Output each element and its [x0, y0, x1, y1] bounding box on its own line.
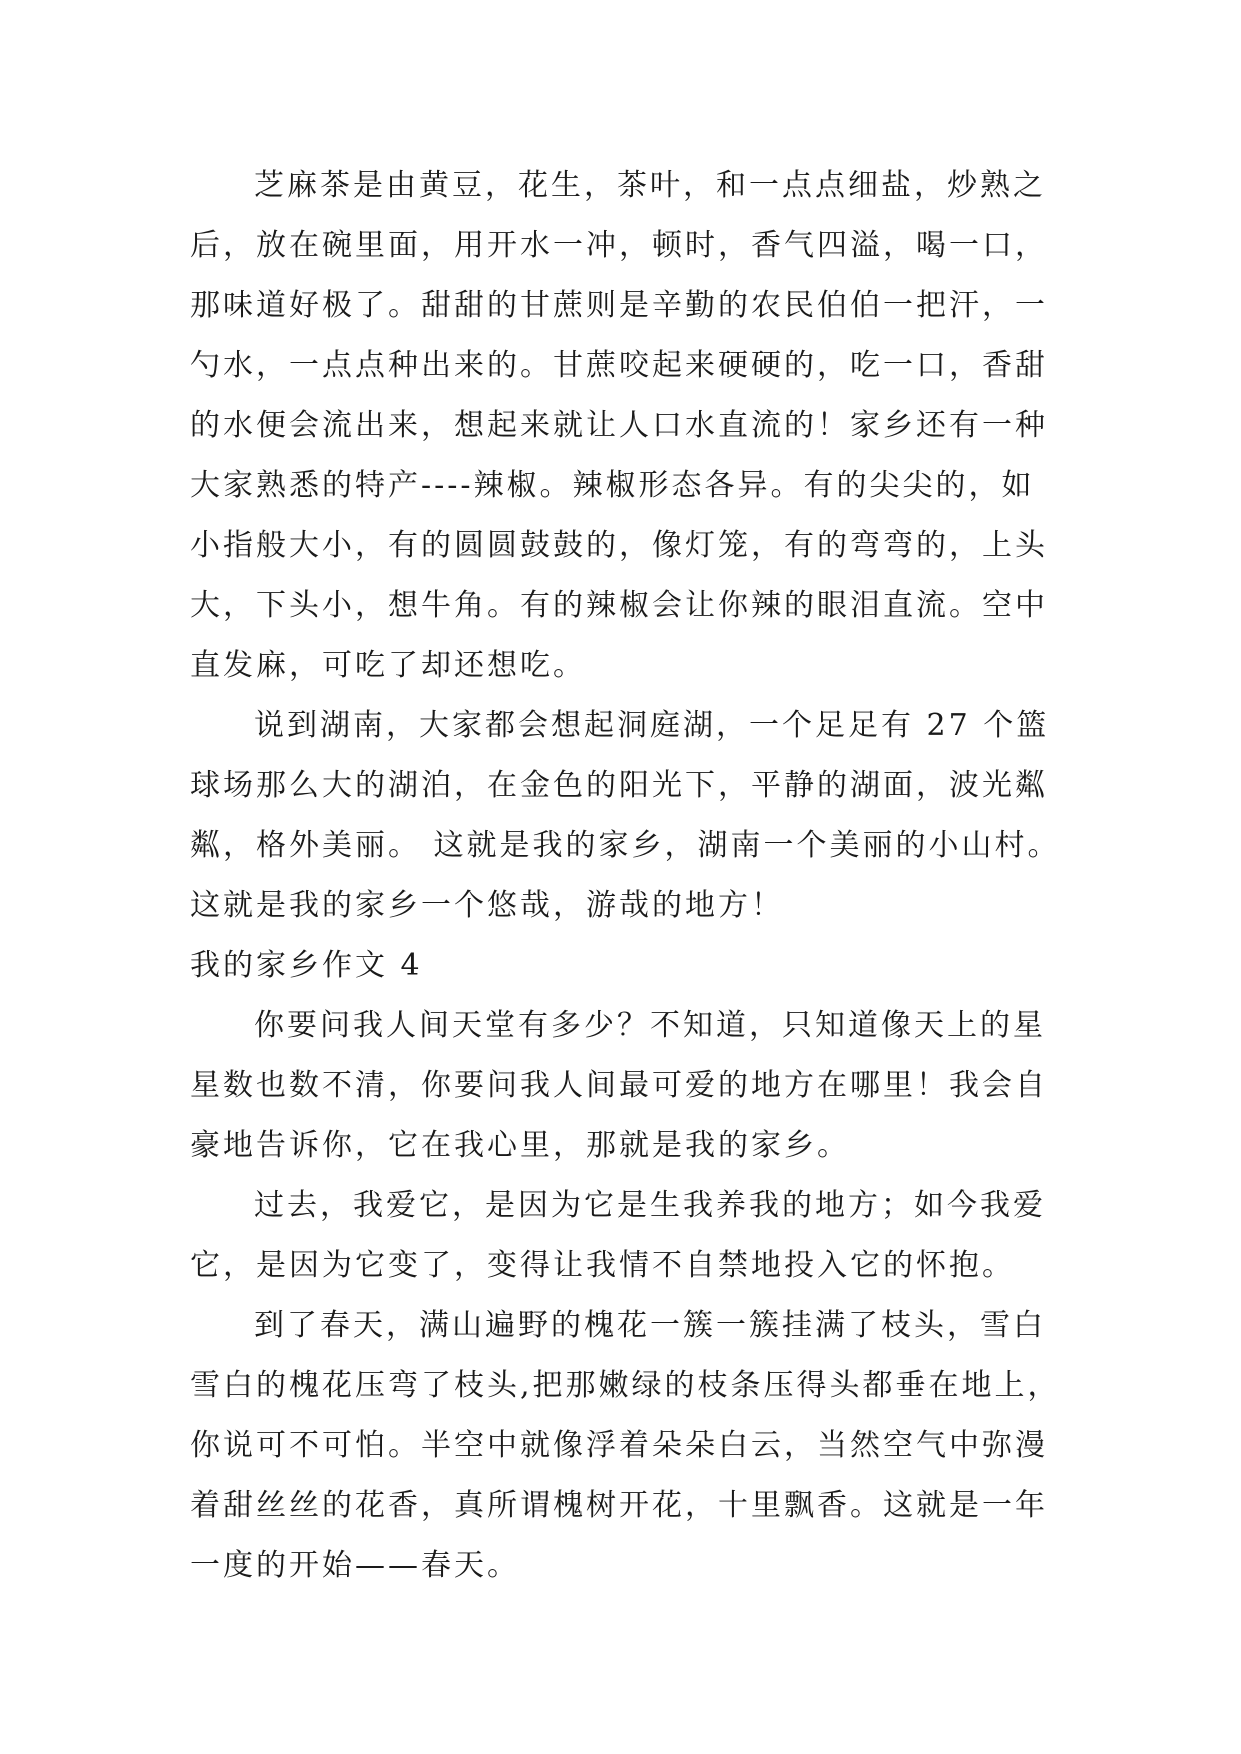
text-line: 球场那么大的湖泊，在金色的阳光下，平静的湖面，波光粼	[190, 768, 1048, 803]
text-line: 大，下头小，想牛角。有的辣椒会让你辣的眼泪直流。空中	[190, 588, 1048, 623]
text-line: 直发麻，可吃了却还想吃。	[190, 648, 586, 683]
text-line: 过去，我爱它，是因为它是生我养我的地方；如今我爱	[254, 1188, 1046, 1223]
text-line: 它，是因为它变了，变得让我情不自禁地投入它的怀抱。	[190, 1248, 1015, 1283]
document-body	[190, 156, 1070, 1596]
text-line: 后，放在碗里面，用开水一冲，顿时，香气四溢，喝一口，	[190, 228, 1048, 263]
text-line: 小指般大小，有的圆圆鼓鼓的，像灯笼，有的弯弯的，上头	[190, 528, 1048, 563]
text-line: 豪地告诉你，它在我心里，那就是我的家乡。	[190, 1128, 850, 1163]
section-heading: 我的家乡作文 4	[190, 948, 423, 983]
text-line: 到了春天，满山遍野的槐花一簇一簇挂满了枝头，雪白	[254, 1308, 1046, 1343]
text-line: 大家熟悉的特产----辣椒。辣椒形态各异。有的尖尖的，如	[190, 468, 1035, 503]
text-line: 一度的开始——春天。	[190, 1548, 520, 1583]
text-line: 星数也数不清，你要问我人间最可爱的地方在哪里！我会自	[190, 1068, 1048, 1103]
text-line: 雪白的槐花压弯了枝头,把那嫩绿的枝条压得头都垂在地上，	[190, 1368, 1061, 1403]
text-line: 这就是我的家乡一个悠哉，游哉的地方！	[190, 888, 784, 923]
text-line: 那味道好极了。甜甜的甘蔗则是辛勤的农民伯伯一把汗，一	[190, 288, 1048, 323]
text-line: 着甜丝丝的花香，真所谓槐树开花，十里飘香。这就是一年	[190, 1488, 1048, 1523]
text-line: 说到湖南，大家都会想起洞庭湖，一个足足有 27 个篮	[254, 708, 1050, 743]
text-line: 你说可不可怕。半空中就像浮着朵朵白云，当然空气中弥漫	[190, 1428, 1048, 1463]
text-line: 芝麻茶是由黄豆，花生，茶叶，和一点点细盐，炒熟之	[254, 168, 1046, 203]
text-line: 勺水，一点点种出来的。甘蔗咬起来硬硬的，吃一口，香甜	[190, 348, 1048, 383]
text-line: 你要问我人间天堂有多少？不知道，只知道像天上的星	[254, 1008, 1046, 1043]
text-line: 的水便会流出来，想起来就让人口水直流的！家乡还有一种	[190, 408, 1048, 443]
text-line: 粼，格外美丽。 这就是我的家乡，湖南一个美丽的小山村。	[190, 828, 1061, 863]
